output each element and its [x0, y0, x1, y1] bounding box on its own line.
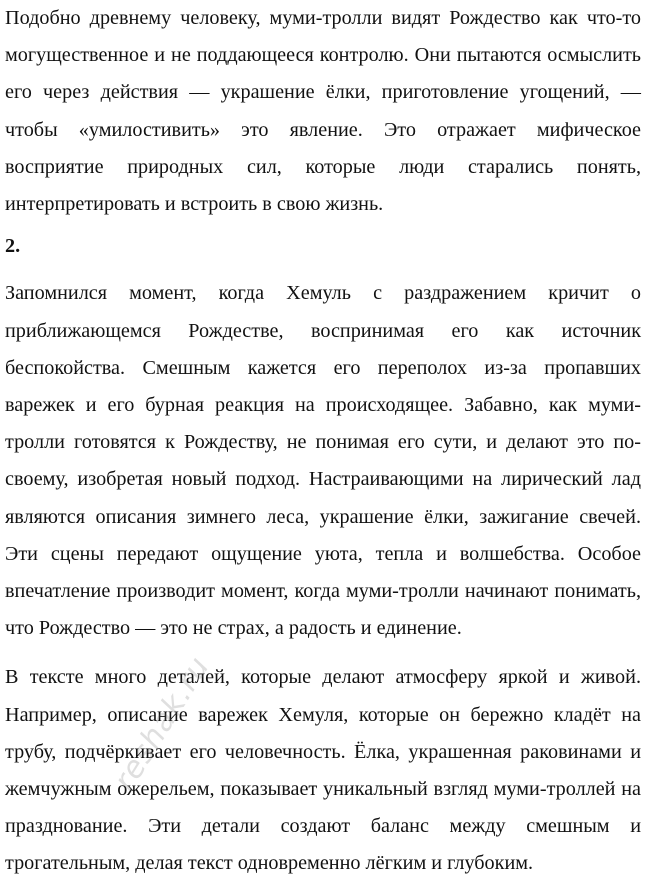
paragraph-1: Подобно древнему человеку, муми-тролли видят Рождество как что-то могущественное и не поддающееся контролю. Они пытаются осмыслить его через действия — украшение ёлки, приготовление угощений, — чтобы «умилостивить» это явление. Это отражает мифическое восприятие природных сил, которые люди старались понять, интерпретировать и встроить в свою жизнь. [5, 7, 641, 216]
watermark: reshak.ru [107, 650, 217, 797]
document-page [5, 0, 641, 883]
paragraph-2: Запомнился момент, когда Хемуль с раздражением кричит о приближающемся Рождестве, воспринимая его как источник беспокойства. Смешным кажется его переполох из-за пропавших варежек и его бурная реакция на происходящее. Забавно, как муми-тролли готовятся к Рождеству, не понимая его сути, и делают это по-своему, изобретая новый подход. Настраивающими на лирический лад являются описания зимнего леса, украшение ёлки, зажигание свечей. Эти сцены передают ощущение уюта, тепла и волшебства. Особое впечатление производит момент, когда муми-тролли начинают понимать, что Рождество — это не страх, а радость и единение. [5, 282, 641, 640]
paragraph-3: В тексте много деталей, которые делают атмосферу яркой и живой. Например, описание варежек Хемуля, которые он бережно кладёт на трубу, подчёркивает его человечность. Ёлка, украшенная раковинами и жемчужным ожерельем, показывает уникальный взгляд муми-троллей на празднование. Эти детали создают баланс между смешным и трогательным, делая текст одновременно лёгким и глубоким. [5, 666, 641, 875]
section-number: 2. [5, 235, 21, 258]
